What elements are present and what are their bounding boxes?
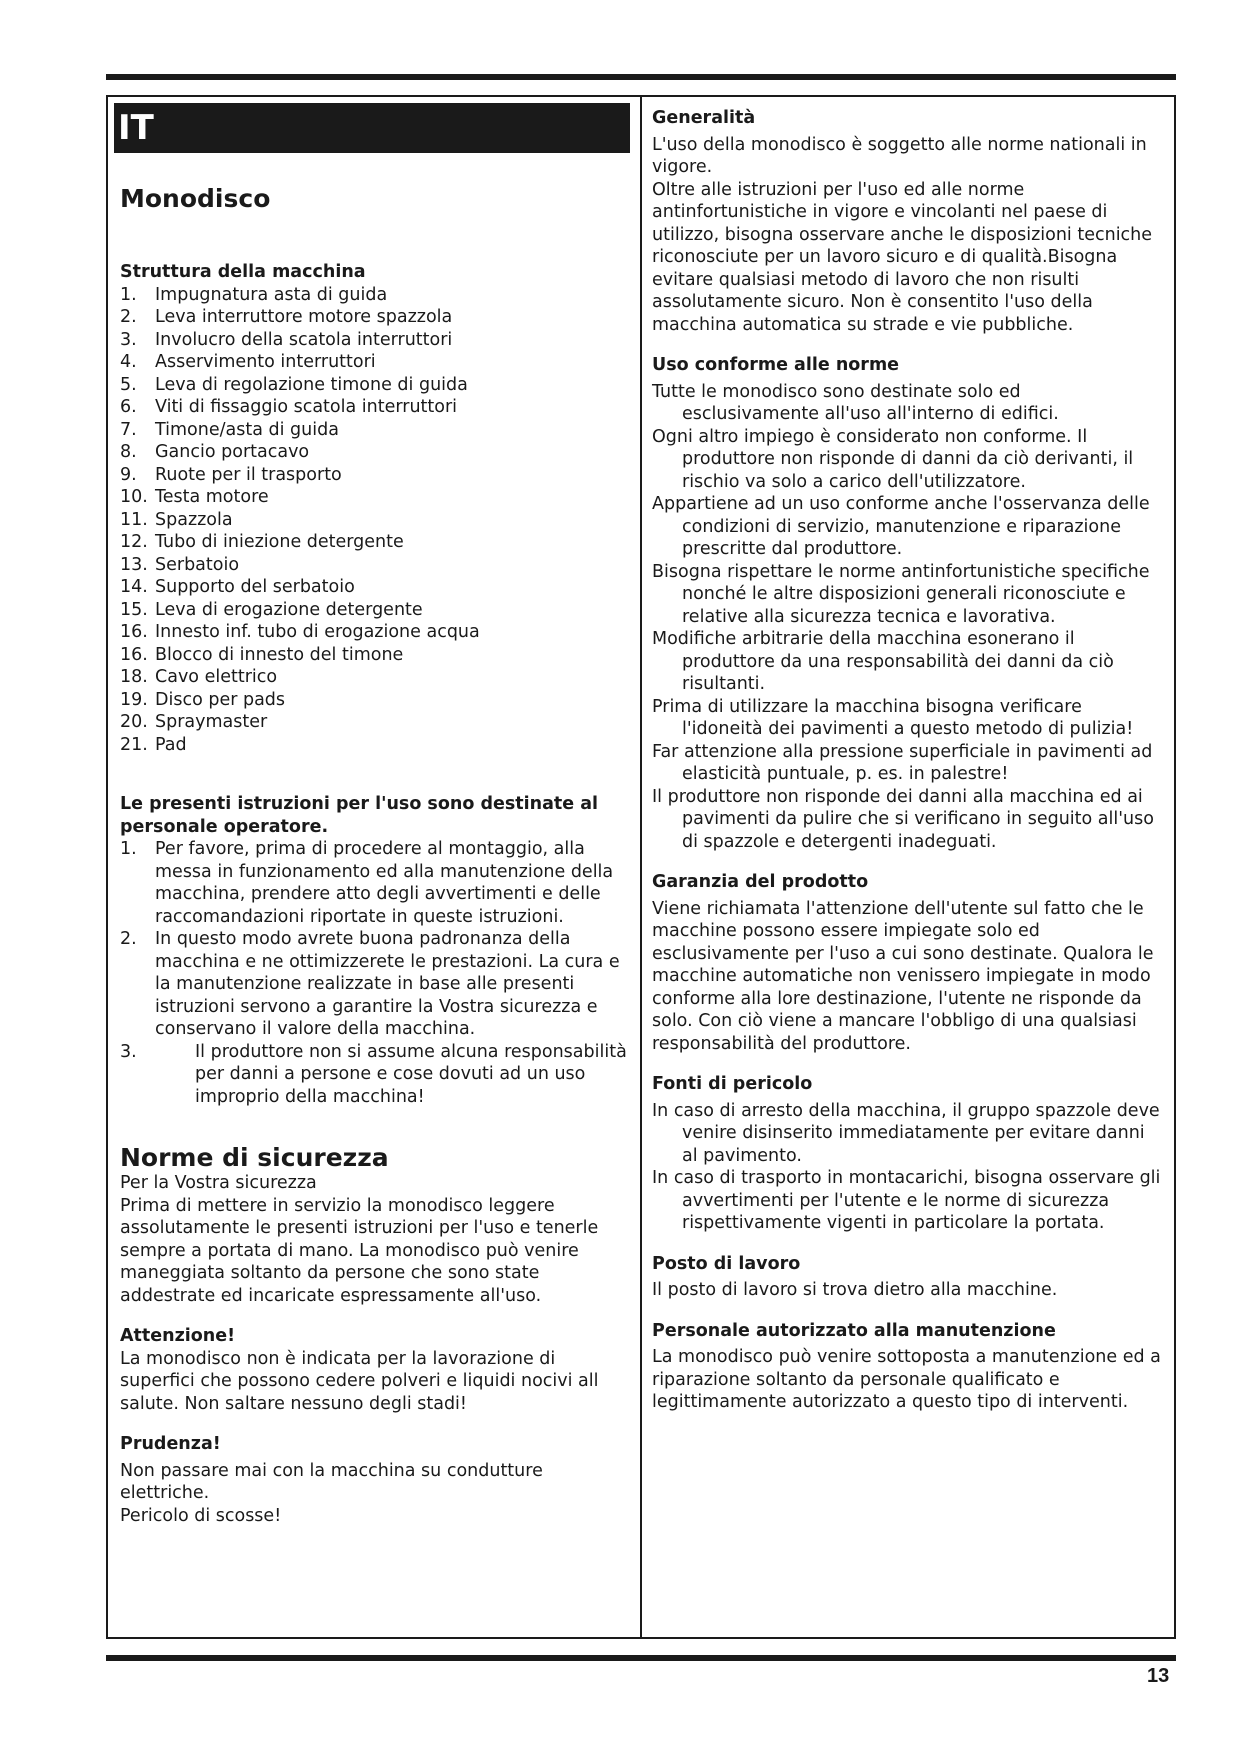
istruzioni-list	[120, 838, 630, 1108]
list-item-text: Timone/asta di guida	[155, 419, 339, 440]
list-item-number: 2.	[120, 929, 137, 949]
list-item-text: Viti di fissaggio scatola interruttori	[155, 397, 458, 417]
list-item-text: Ruote per il trasporto	[155, 464, 342, 485]
list-item	[120, 374, 630, 397]
language-bar	[114, 103, 630, 153]
list-item-number: 1.	[120, 284, 137, 305]
list-item	[120, 621, 630, 644]
list-item-number: 21.	[120, 734, 148, 755]
list-item-number: 16.	[120, 622, 148, 642]
list-item-number: 3.	[120, 329, 137, 350]
page-title: Monodisco	[120, 184, 271, 213]
posto-heading: Posto di lavoro	[652, 1253, 801, 1274]
generalita-p2: Oltre alle istruzioni per l'uso ed alle norme antinfortunistiche in vigore e vincolanti nel paese di utilizzo, bisogna osservare anche le disposizioni tecniche riconosciute per un lavoro sicuro e di qualità.Bisogna evitare qualsiasi metodo di lavoro che non risulti assolutamente sicuro. Non è consentito l'uso della macchina automatica su strade e vie pubbliche.	[652, 179, 1153, 335]
prudenza-heading: Prudenza!	[120, 1434, 221, 1454]
list-item	[120, 576, 630, 599]
top-rule	[106, 74, 1176, 80]
list-item-text: Pad	[155, 734, 187, 755]
list-item	[120, 464, 630, 487]
list-item-number: 6.	[120, 397, 137, 417]
list-item-text: In questo modo avrete buona padronanza della macchina e ne ottimizzerete le prestazioni. La cura e la manutenzione realizzate in base alle presenti istruzioni servono a garantire la Vostra sicurezza e conservano il valore della macchina.	[155, 929, 620, 1039]
prudenza-section	[120, 1433, 630, 1527]
list-item	[120, 838, 630, 928]
list-item	[120, 441, 630, 464]
struttura-heading: Struttura della macchina	[120, 262, 366, 282]
list-item	[120, 554, 630, 577]
struttura-section	[120, 261, 630, 756]
paragraph: Tutte le monodisco sono destinate solo ed esclusivamente all'uso all'interno di edifici.	[652, 381, 1059, 424]
left-column	[114, 103, 630, 1527]
list-item-text: Leva di regolazione timone di guida	[155, 374, 468, 395]
list-item-number: 14.	[120, 577, 148, 597]
prudenza-text-2: Pericolo di scosse!	[120, 1505, 282, 1526]
uso-section	[652, 354, 1162, 853]
list-item	[120, 644, 630, 667]
uso-paragraphs	[652, 381, 1162, 854]
list-item-number: 3.	[120, 1041, 137, 1062]
list-item-number: 16.	[120, 644, 148, 665]
personale-section	[652, 1320, 1162, 1414]
list-item-text: Supporto del serbatoio	[155, 577, 355, 597]
list-item	[120, 396, 630, 419]
list-item-text: Impugnatura asta di guida	[155, 284, 388, 305]
list-item-text: Leva interruttore motore spazzola	[155, 307, 453, 327]
list-item	[120, 306, 630, 329]
list-item	[120, 599, 630, 622]
norme-subheading: Per la Vostra sicurezza	[120, 1173, 317, 1193]
list-item-number: 1.	[120, 839, 137, 859]
language-code: IT	[118, 108, 154, 148]
list-item	[120, 928, 630, 1041]
list-item	[120, 419, 630, 442]
garanzia-text: Viene richiamata l'attenzione dell'utente sul fatto che le macchine possono essere impiegate solo ed esclusivamente per l'uso a cui sono destinate. Qualora le macchine automatiche non venissero impiegate in modo conforme alla lore destinazione, l'utente ne risponde da solo. Con ciò viene a mancare l'obbligo di una qualsiasi responsabilità del produttore.	[652, 898, 1154, 1054]
attenzione-heading: Attenzione!	[120, 1326, 236, 1346]
attenzione-section	[120, 1325, 630, 1415]
paragraph: Modifiche arbitrarie della macchina esonerano il produttore da una responsabilità dei danni da ciò risultanti.	[652, 629, 1114, 694]
list-item-number: 4.	[120, 352, 137, 372]
list-item-number: 13.	[120, 554, 148, 575]
list-item-text: Leva di erogazione detergente	[155, 599, 423, 620]
list-item-text: Innesto inf. tubo di erogazione acqua	[155, 622, 480, 642]
list-item-number: 2.	[120, 307, 137, 327]
istruzioni-heading: Le presenti istruzioni per l'uso sono destinate al personale operatore.	[120, 794, 599, 837]
list-item	[120, 509, 630, 532]
list-item-number: 5.	[120, 374, 137, 395]
list-item	[120, 284, 630, 307]
list-item	[120, 486, 630, 509]
paragraph: Appartiene ad un uso conforme anche l'osservanza delle condizioni di servizio, manutenzione e riparazione prescritte dal produttore.	[652, 494, 1150, 559]
list-item-number: 11.	[120, 509, 148, 530]
list-item-text: Blocco di innesto del timone	[155, 644, 404, 665]
generalita-p1: L'uso della monodisco è soggetto alle norme nationali in vigore.	[652, 134, 1147, 177]
list-item	[120, 531, 630, 554]
list-item-number: 19.	[120, 689, 148, 710]
list-item-text: Disco per pads	[155, 689, 286, 710]
paragraph: In caso di arresto della macchina, il gruppo spazzole deve venire disinserito immediatamente per evitare danni al pavimento.	[652, 1100, 1160, 1166]
garanzia-heading: Garanzia del prodotto	[652, 872, 869, 892]
list-item	[120, 666, 630, 689]
list-item-text: Per favore, prima di procedere al montaggio, alla messa in funzionamento ed alla manutenzione della macchina, prendere atto degli avvertimenti e delle raccomandazioni riportate in queste istruzioni.	[155, 839, 614, 927]
list-item-text: Gancio portacavo	[155, 442, 310, 462]
norme-heading: Norme di sicurezza	[120, 1143, 389, 1172]
bottom-rule	[106, 1655, 1176, 1661]
paragraph: In caso di trasporto in montacarichi, bisogna osservare gli avvertimenti per l'utente e le norme di sicurezza rispettivamente vigenti in particolare la portata.	[652, 1168, 1161, 1233]
attenzione-text: La monodisco non è indicata per la lavorazione di superfici che possono cedere polveri e liquidi nocivi all salute. Non saltare nessuno degli stadi!	[120, 1348, 599, 1414]
list-item	[120, 689, 630, 712]
paragraph: Prima di utilizzare la macchina bisogna verificare l'idoneità dei pavimenti a questo metodo di pulizia!	[652, 696, 1134, 739]
list-item	[120, 711, 630, 734]
list-item-text: Testa motore	[155, 487, 269, 507]
list-item	[120, 351, 630, 374]
list-item-text: Tubo di iniezione detergente	[155, 532, 404, 552]
paragraph: Ogni altro impiego è considerato non conforme. Il produttore non risponde di danni da ciò derivanti, il rischio va solo a carico dell'utilizzatore.	[652, 426, 1134, 492]
list-item	[120, 1041, 630, 1109]
list-item-text: Serbatoio	[155, 554, 240, 575]
norme-text: Prima di mettere in servizio la monodisco leggere assolutamente le presenti istruzioni per l'uso e tenerle sempre a portata di mano. La monodisco può venire maneggiata soltanto da persone che sono state addestrate ed incaricate espressamente all'uso.	[120, 1195, 599, 1306]
list-item-number: 8.	[120, 442, 137, 462]
fonti-heading: Fonti di pericolo	[652, 1074, 813, 1094]
list-item-text: Spraymaster	[155, 712, 268, 732]
column-divider	[640, 97, 642, 1637]
list-item-number: 20.	[120, 712, 148, 732]
paragraph: Bisogna rispettare le norme antinfortunistiche specifiche nonché le altre disposizioni generali riconosciute e relative alla sicurezza tecnica e lavorativa.	[652, 561, 1150, 627]
page-number: 13	[1147, 1665, 1170, 1687]
list-item-text: Involucro della scatola interruttori	[155, 329, 453, 350]
paragraph: Il produttore non risponde dei danni alla macchina ed ai pavimenti da pulire che si verificano in seguito all'uso di spazzole e detergenti inadeguati.	[652, 786, 1154, 852]
content-frame	[106, 95, 1176, 1639]
list-item-number: 15.	[120, 599, 148, 620]
list-item-number: 7.	[120, 419, 137, 440]
list-item	[120, 329, 630, 352]
list-item-text: Cavo elettrico	[155, 667, 278, 687]
generalita-heading: Generalità	[652, 108, 756, 128]
istruzioni-section	[120, 793, 630, 1108]
list-item-text: Asservimento interruttori	[155, 352, 376, 372]
fonti-paragraphs	[652, 1100, 1162, 1235]
prudenza-text: Non passare mai con la macchina su condutture elettriche.	[120, 1460, 543, 1503]
list-item-text: Spazzola	[155, 509, 233, 530]
list-item	[120, 734, 630, 757]
personale-text: La monodisco può venire sottoposta a manutenzione ed a riparazione soltanto da personale qualificato e legittimamente autorizzato a questo tipo di interventi.	[652, 1347, 1161, 1412]
generalita-section	[652, 107, 1162, 336]
posto-section	[652, 1253, 1162, 1302]
list-item-number: 9.	[120, 464, 137, 485]
fonti-section	[652, 1073, 1162, 1235]
list-item-number: 12.	[120, 532, 148, 552]
posto-text: Il posto di lavoro si trova dietro alla macchine.	[652, 1280, 1058, 1300]
list-item-text: Il produttore non si assume alcuna responsabilità per danni a persone e cose dovuti ad un uso improprio della macchina!	[195, 1041, 627, 1107]
paragraph: Far attenzione alla pressione superficiale in pavimenti ad elasticità puntuale, p. es. in palestre!	[652, 741, 1153, 784]
list-item-number: 18.	[120, 667, 148, 687]
norme-section	[120, 1144, 630, 1307]
right-column	[652, 107, 1162, 1414]
garanzia-section	[652, 871, 1162, 1055]
list-item-number: 10.	[120, 487, 148, 507]
struttura-list	[120, 284, 630, 757]
personale-heading: Personale autorizzato alla manutenzione	[652, 1320, 1056, 1341]
uso-heading: Uso conforme alle norme	[652, 355, 900, 375]
